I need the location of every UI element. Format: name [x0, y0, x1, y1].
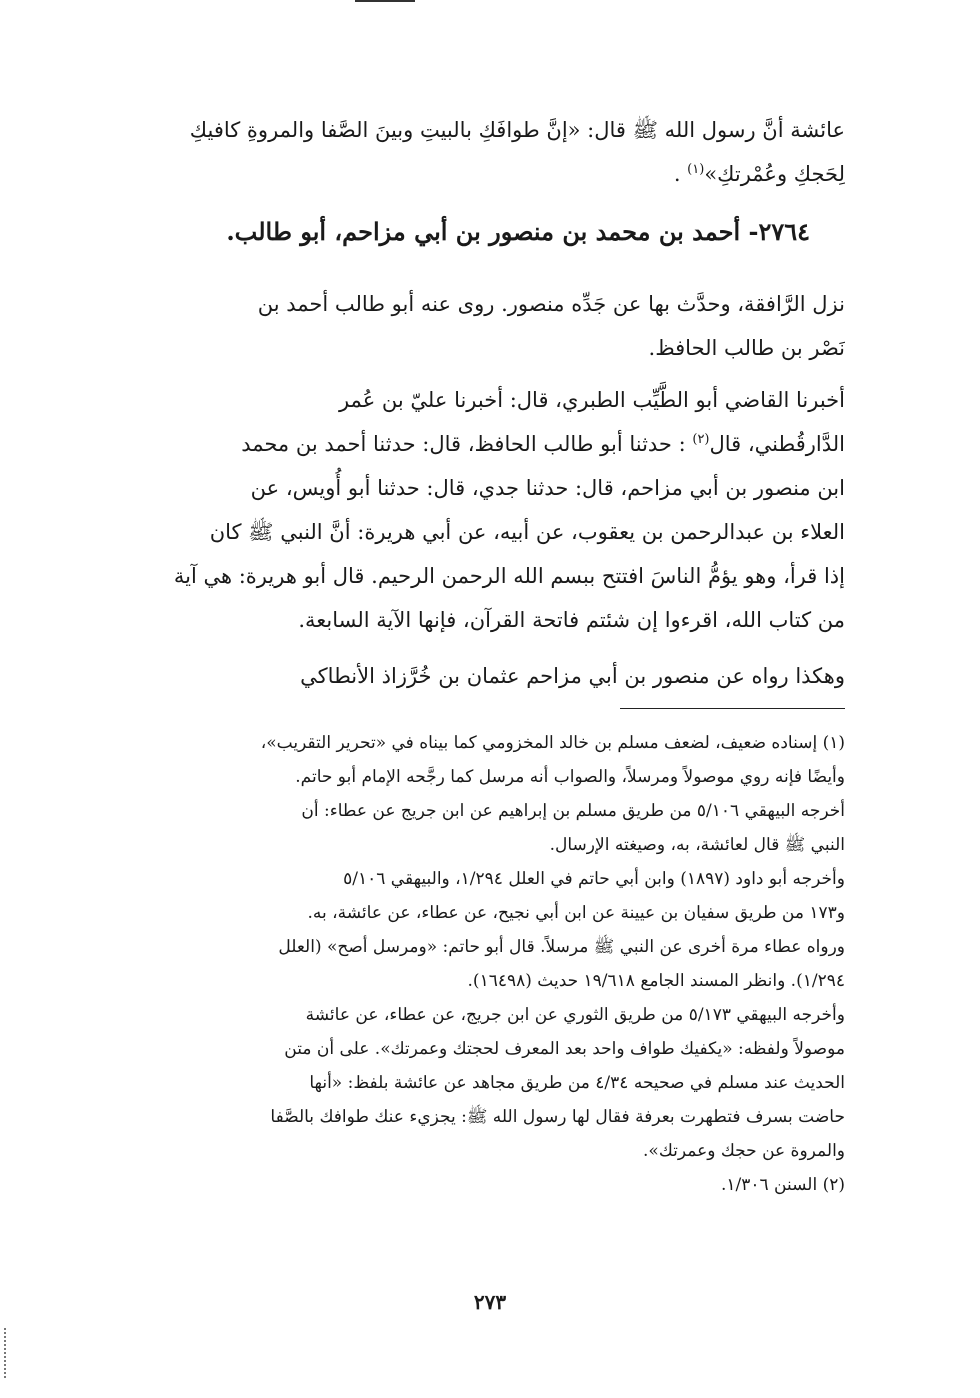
scan-edge-marks: [4, 1328, 8, 1378]
text-fragment: : حدثنا أبو طالب الحافظ، قال: حدثنا أحمد بن محمد: [241, 432, 693, 456]
text-fragment: لِحَجكِ وعُمْرتكِ»: [704, 162, 845, 186]
page-number: ٢٧٣: [473, 1290, 507, 1314]
text-line: [130, 152, 845, 196]
text-line: أخبرنا القاضي أبو الطَّيِّب الطبري، قال: أخبرنا عليّ بن عُمر: [338, 388, 845, 412]
footnote-separator: [620, 708, 845, 709]
paragraph-continuation: [130, 654, 845, 698]
text-line: [130, 422, 845, 466]
text-line: عائشة أنَّ رسول الله ﷺ قال: «إنَّ طوافَكِ بالبيتِ وبينَ الصَّفا والمروةِ كافيكِ: [189, 118, 845, 142]
text-line: وهكذا رواه عن منصور بن أبي مزاحم عثمان بن خُرَّزاذ الأنطاكي: [300, 664, 845, 688]
footnote-line: الحديث عند مسلم في صحيحه ٤/٣٤ من طريق مجاهد عن عائشة بلفظ: «أنها: [309, 1073, 845, 1093]
footnote-marker: (١): [687, 162, 705, 177]
text-line: نَصْر بن طالب الحافظ.: [648, 336, 845, 360]
footnote-marker: (٢): [692, 432, 710, 447]
entry-heading: ٢٧٦٤- أحمد بن محمد بن منصور بن أبي مزاحم، أبو طالب.: [226, 217, 810, 246]
footnote-line: حاضت بسرف فتطهرت بعرفة فقال لها رسول الله ﷺ: يجزيء عنك طوافك بالصَّفا: [270, 1107, 845, 1127]
footnote-line: وأخرجه أبو داود (١٨٩٧) وابن أبي حاتم في العلل ١/٢٩٤، والبيهقي ٥/١٠٦: [343, 869, 845, 889]
footnote-line: ورواه عطاء مرة أخرى عن النبي ﷺ مرسلاً. قال أبو حاتم: «ومرسل أصح» (العلل: [278, 937, 845, 957]
text-line: نزل الرَّافقة، وحدَّث بها عن جَدِّه منصور. روى عنه أبو طالب أحمد بن: [257, 292, 845, 316]
footnote-line: وأيضًا فإنه روي موصولاً ومرسلاً، والصواب أنه مرسل كما رجَّحه الإمام أبو حاتم.: [295, 767, 845, 787]
footnote-line: والمروة عن حجك وعمرتك».: [643, 1141, 845, 1161]
footnote-line: ١/٢٩٤). وانظر المسند الجامع ١٩/٦١٨ حديث (١٦٤٩٨).: [467, 971, 845, 991]
footnote-line: موصولاً ولفظه: «يكفيك طواف واحد بعد المعرف لحجتك وعمرتك». على أن متن: [284, 1039, 845, 1059]
footnote-line: أخرجه البيهقي ٥/١٠٦ من طريق مسلم بن إبراهيم عن ابن جريج عن عطاء: أن: [301, 801, 845, 821]
footnotes: [130, 726, 845, 1202]
text-line: إذا قرأ، وهو يؤمُّ الناسَ افتتح ببسم الله الرحمن الرحيم. قال أبو هريرة: هي آية: [173, 564, 845, 588]
footnote-line: و١٧٣ من طريق سفيان بن عيينة عن ابن أبي نجيح، عن عطاء، عن عائشة، به.: [307, 903, 845, 923]
footnote-line: (١) إسناده ضعيف، لضعف مسلم بن خالد المخزومي كما بيناه في «تحرير التقريب»،: [260, 733, 845, 753]
footnote-line: (٢) السنن ١/٣٠٦.: [720, 1175, 845, 1195]
text-fragment: الدَّارقُطني، قال: [709, 432, 845, 456]
top-edge-mark: [355, 0, 415, 6]
text-fragment: .: [673, 162, 688, 186]
text-line: من كتاب الله، اقرءوا إن شئتم فاتحة القرآن، فإنها الآية السابعة.: [298, 608, 845, 632]
text-line: العلاء بن عبدالرحمن بن يعقوب، عن أبيه، عن أبي هريرة: أنَّ النبي ﷺ كان: [209, 520, 845, 544]
footnote-line: النبي ﷺ قال لعائشة، به، وصيغته الإرسال.: [549, 835, 845, 855]
footnote-line: وأخرجه البيهقي ٥/١٧٣ من طريق الثوري عن ابن جريج، عن عطاء، عن عائشة: [305, 1005, 845, 1025]
paragraph-isnad: [130, 378, 845, 642]
text-line: ابن منصور بن أبي مزاحم، قال: حدثنا جدي، قال: حدثنا أبو أُويس، عن: [250, 476, 845, 500]
paragraph-aisha-hadith: [130, 108, 845, 196]
paragraph-biography: [130, 282, 845, 370]
